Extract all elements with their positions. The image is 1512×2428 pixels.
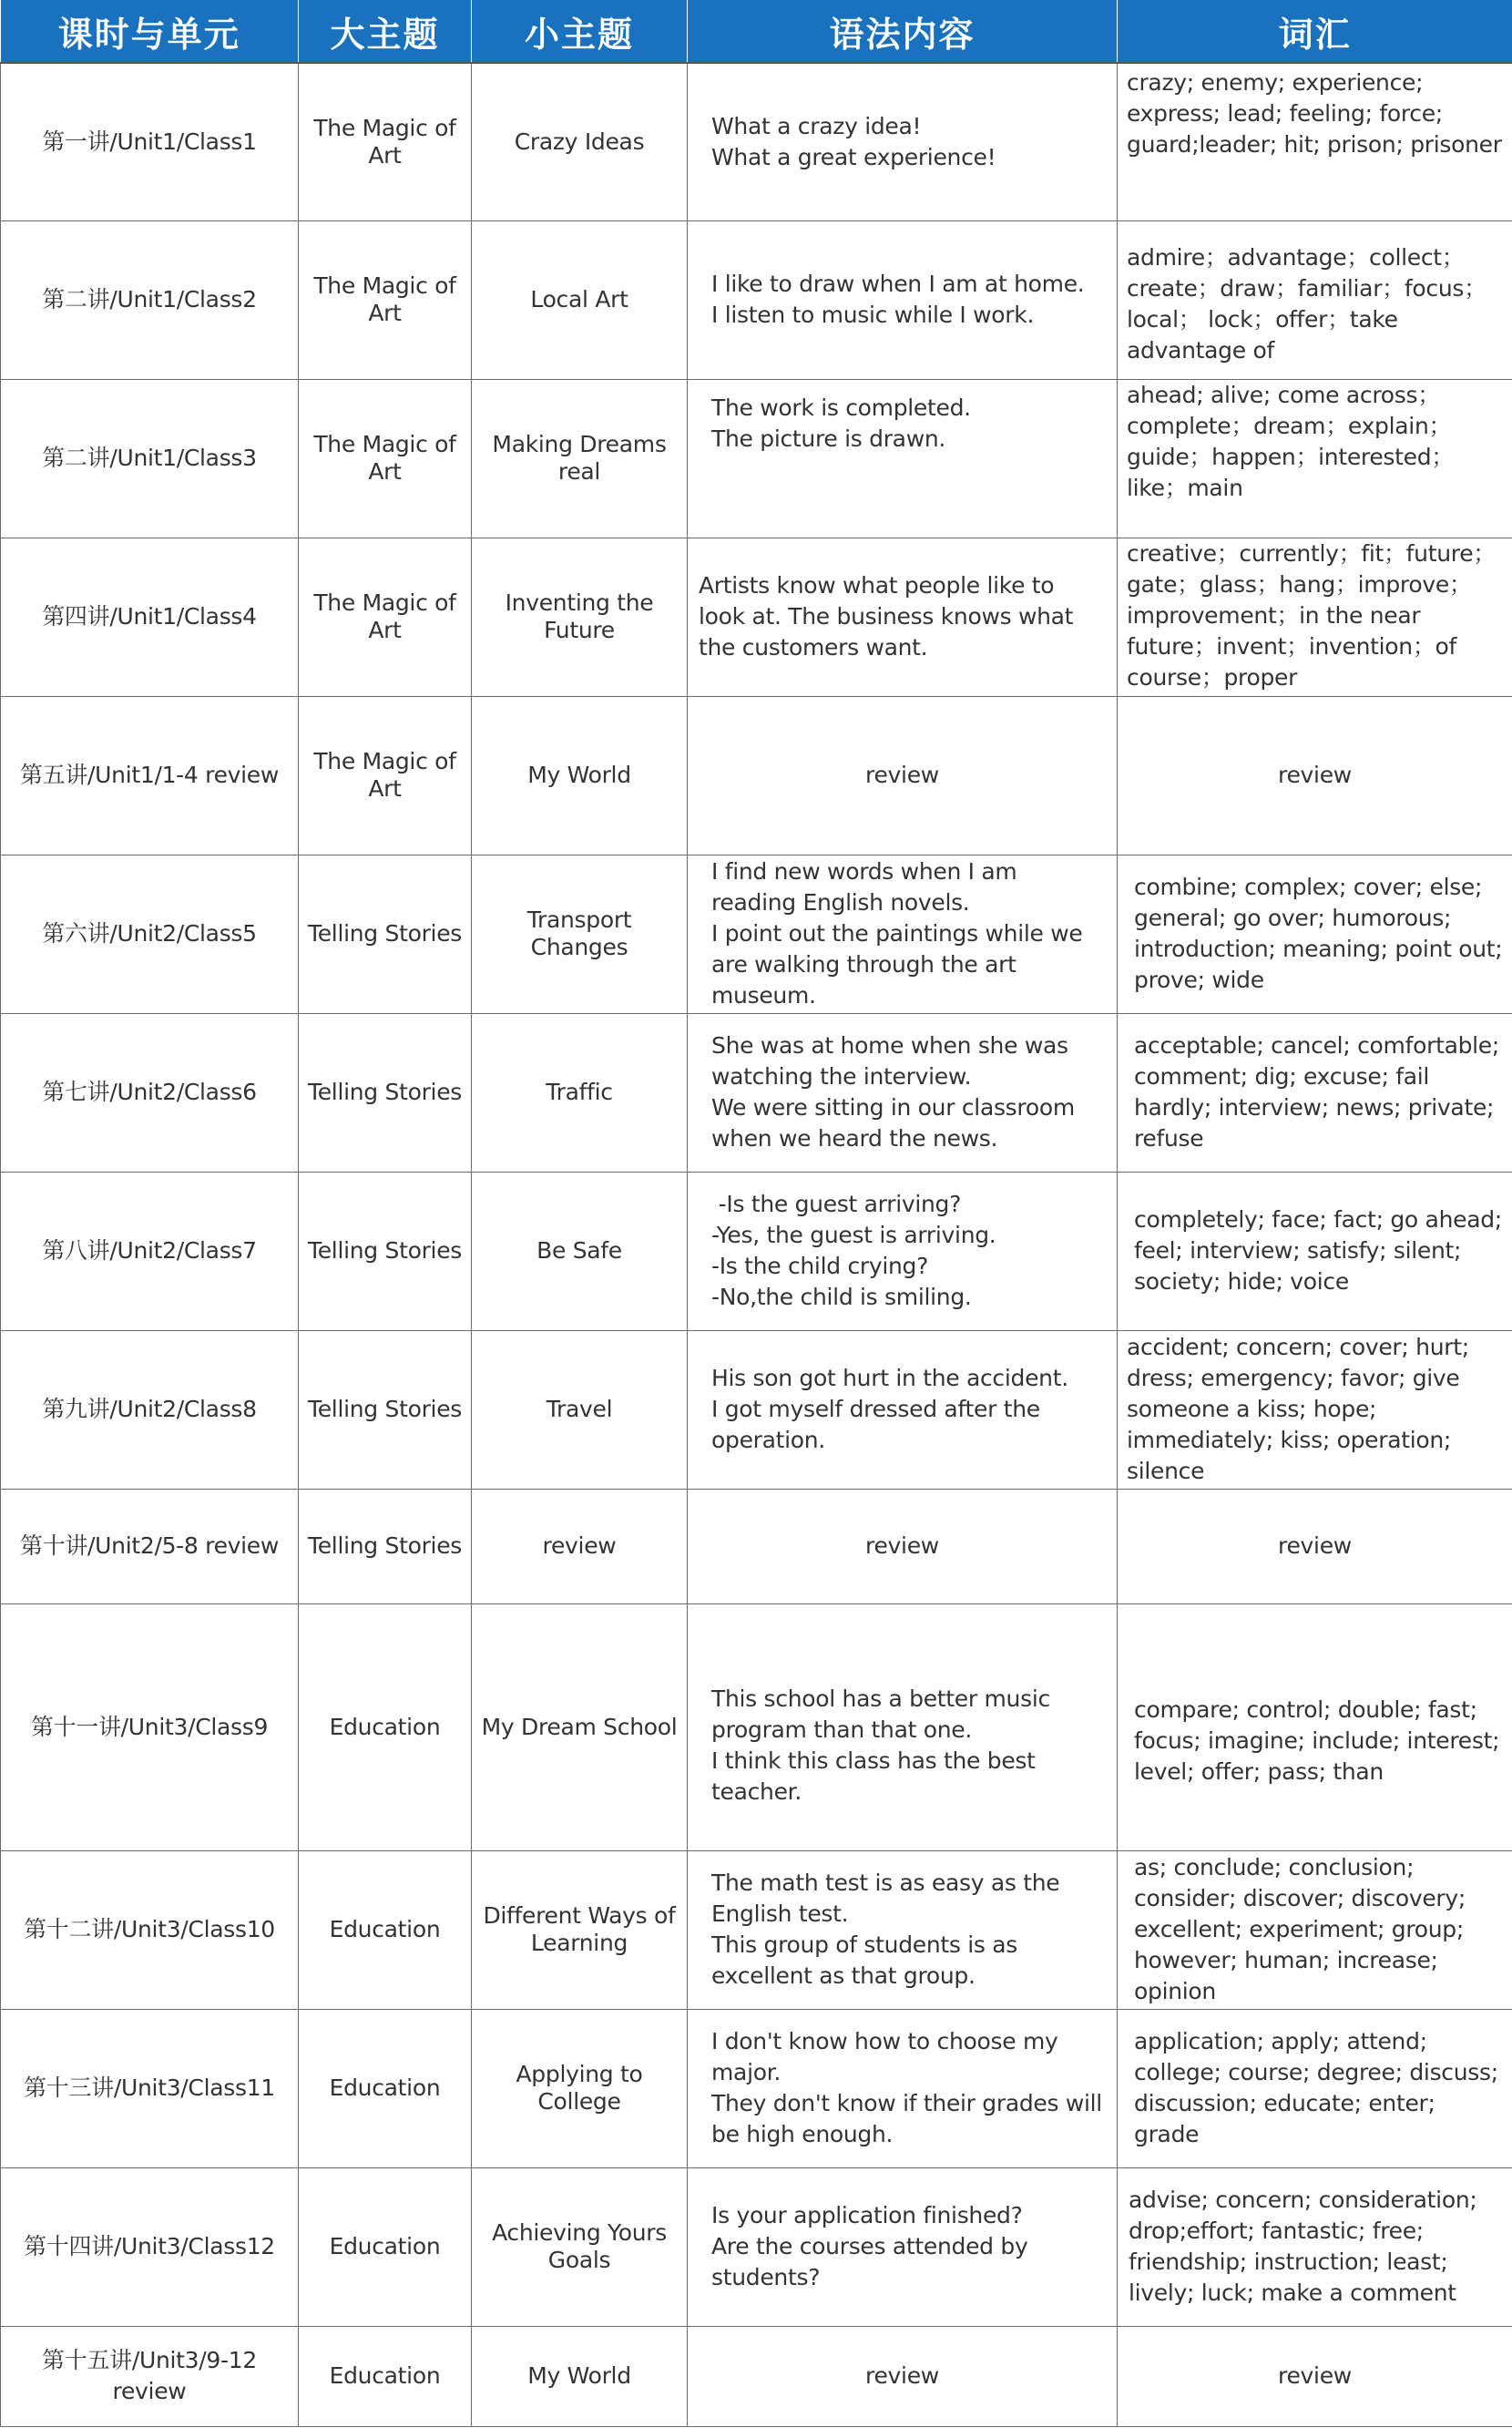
lesson-cell: 第十一讲/Unit3/Class9 <box>1 1603 299 1850</box>
table-row <box>1 1172 1512 1330</box>
vocab-cell: advise; concern; consideration; drop;effort; fantastic; free; friendship; instruction; least; lively; luck; make a comment <box>1118 2167 1512 2326</box>
theme-cell: Education <box>299 2167 472 2326</box>
lesson-cell: 第八讲/Unit2/Class7 <box>1 1172 299 1330</box>
table-row <box>1 1603 1512 1850</box>
vocab-cell: crazy; enemy; experience; express; lead; feeling; force; guard;leader; hit; prison; prisoner <box>1118 63 1512 220</box>
vocab-cell: combine; complex; cover; else; general; go over; humorous; introduction; meaning; point out; prove; wide <box>1118 855 1512 1013</box>
vocab-cell: completely; face; fact; go ahead; feel; interview; satisfy; silent; society; hide; voice <box>1118 1172 1512 1330</box>
vocab-cell: creative；currently；fit；future；gate；glass；hang；improve；improvement；in the near future；invent；invention；of course；proper <box>1118 538 1512 696</box>
lesson-cell: 第十五讲/Unit3/9-12 review <box>1 2326 299 2426</box>
grammar-cell: What a crazy idea! What a great experience! <box>688 63 1118 220</box>
subtopic-cell: Local Art <box>472 220 688 379</box>
grammar-cell: review <box>688 696 1118 855</box>
grammar-cell: Artists know what people like to look at. The business knows what the customers want. <box>688 538 1118 696</box>
subtopic-cell: Travel <box>472 1330 688 1489</box>
theme-cell: Education <box>299 1603 472 1850</box>
subtopic-cell: My World <box>472 696 688 855</box>
table-row <box>1 1850 1512 2009</box>
vocab-cell: admire；advantage；collect；create；draw；familiar；focus；local； lock；offer；take advantage of <box>1118 220 1512 379</box>
lesson-cell: 第九讲/Unit2/Class8 <box>1 1330 299 1489</box>
header-subtopic: 小主题 <box>472 0 688 63</box>
header-vocabulary: 词汇 <box>1118 0 1512 63</box>
subtopic-cell: Transport Changes <box>472 855 688 1013</box>
lesson-cell: 第四讲/Unit1/Class4 <box>1 538 299 696</box>
vocab-cell: ahead; alive; come across；complete；dream；explain；guide；happen；interested；like；main <box>1118 379 1512 538</box>
subtopic-cell: review <box>472 1489 688 1603</box>
vocab-cell: compare; control; double; fast; focus; imagine; include; interest; level; offer; pass; than <box>1118 1603 1512 1850</box>
table-row <box>1 1013 1512 1172</box>
lesson-cell: 第十四讲/Unit3/Class12 <box>1 2167 299 2326</box>
vocab-cell: review <box>1118 1489 1512 1603</box>
subtopic-cell: Making Dreams real <box>472 379 688 538</box>
subtopic-cell: Be Safe <box>472 1172 688 1330</box>
lesson-cell: 第二讲/Unit1/Class2 <box>1 220 299 379</box>
theme-cell: Telling Stories <box>299 855 472 1013</box>
theme-cell: Education <box>299 2326 472 2426</box>
table-row <box>1 63 1512 220</box>
header-row <box>1 0 1512 63</box>
header-grammar: 语法内容 <box>688 0 1118 63</box>
subtopic-cell: My Dream School <box>472 1603 688 1850</box>
lesson-cell: 第十讲/Unit2/5-8 review <box>1 1489 299 1603</box>
table-row <box>1 1489 1512 1603</box>
subtopic-cell: Crazy Ideas <box>472 63 688 220</box>
table-row <box>1 2167 1512 2326</box>
table-row <box>1 2009 1512 2167</box>
grammar-cell: review <box>688 1489 1118 1603</box>
subtopic-cell: Traffic <box>472 1013 688 1172</box>
table-row <box>1 855 1512 1013</box>
lesson-cell: 第七讲/Unit2/Class6 <box>1 1013 299 1172</box>
table-row <box>1 1330 1512 1489</box>
grammar-cell: The math test is as easy as the English test. This group of students is as excellent as that group. <box>688 1850 1118 2009</box>
lesson-cell: 第五讲/Unit1/1-4 review <box>1 696 299 855</box>
table-row <box>1 2326 1512 2426</box>
theme-cell: Telling Stories <box>299 1172 472 1330</box>
subtopic-cell: Inventing the Future <box>472 538 688 696</box>
theme-cell: Education <box>299 2009 472 2167</box>
vocab-cell: as; conclude; conclusion; consider; discover; discovery; excellent; experiment; group; however; human; increase; opinion <box>1118 1850 1512 2009</box>
grammar-cell: She was at home when she was watching the interview. We were sitting in our classroom when we heard the news. <box>688 1013 1118 1172</box>
table-row <box>1 379 1512 538</box>
lesson-cell: 第十三讲/Unit3/Class11 <box>1 2009 299 2167</box>
vocab-cell: accident; concern; cover; hurt; dress; emergency; favor; give someone a kiss; hope; immediately; kiss; operation; silence <box>1118 1330 1512 1489</box>
theme-cell: Telling Stories <box>299 1013 472 1172</box>
vocab-cell: acceptable; cancel; comfortable; comment; dig; excuse; fail hardly; interview; news; private; refuse <box>1118 1013 1512 1172</box>
header-lesson-unit: 课时与单元 <box>1 0 299 63</box>
vocab-cell: review <box>1118 696 1512 855</box>
lesson-cell: 第二讲/Unit1/Class3 <box>1 379 299 538</box>
grammar-cell: This school has a better music program than that one. I think this class has the best teacher. <box>688 1603 1118 1850</box>
theme-cell: The Magic of Art <box>299 538 472 696</box>
grammar-cell: I don't know how to choose my major. They don't know if their grades will be high enough. <box>688 2009 1118 2167</box>
theme-cell: Telling Stories <box>299 1489 472 1603</box>
vocab-cell: application; apply; attend; college; course; degree; discuss; discussion; educate; enter; grade <box>1118 2009 1512 2167</box>
grammar-cell: Is your application finished? Are the courses attended by students? <box>688 2167 1118 2326</box>
grammar-cell: review <box>688 2326 1118 2426</box>
table-body <box>1 63 1512 2426</box>
table-header <box>1 0 1512 63</box>
grammar-cell: I find new words when I am reading English novels. I point out the paintings while we are walking through the art museum. <box>688 855 1118 1013</box>
table-row <box>1 220 1512 379</box>
table-row <box>1 696 1512 855</box>
subtopic-cell: My World <box>472 2326 688 2426</box>
table-row <box>1 538 1512 696</box>
subtopic-cell: Applying to College <box>472 2009 688 2167</box>
grammar-cell: The work is completed. The picture is drawn. <box>688 379 1118 538</box>
theme-cell: The Magic of Art <box>299 220 472 379</box>
grammar-cell: I like to draw when I am at home. I listen to music while I work. <box>688 220 1118 379</box>
theme-cell: Education <box>299 1850 472 2009</box>
subtopic-cell: Different Ways of Learning <box>472 1850 688 2009</box>
header-main-theme: 大主题 <box>299 0 472 63</box>
theme-cell: Telling Stories <box>299 1330 472 1489</box>
lesson-cell: 第一讲/Unit1/Class1 <box>1 63 299 220</box>
theme-cell: The Magic of Art <box>299 379 472 538</box>
theme-cell: The Magic of Art <box>299 696 472 855</box>
grammar-cell: His son got hurt in the accident. I got myself dressed after the operation. <box>688 1330 1118 1489</box>
vocab-cell: review <box>1118 2326 1512 2426</box>
lesson-cell: 第十二讲/Unit3/Class10 <box>1 1850 299 2009</box>
lesson-cell: 第六讲/Unit2/Class5 <box>1 855 299 1013</box>
subtopic-cell: Achieving Yours Goals <box>472 2167 688 2326</box>
grammar-cell: -Is the guest arriving? -Yes, the guest is arriving. -Is the child crying? -No,the child is smiling. <box>688 1172 1118 1330</box>
theme-cell: The Magic of Art <box>299 63 472 220</box>
